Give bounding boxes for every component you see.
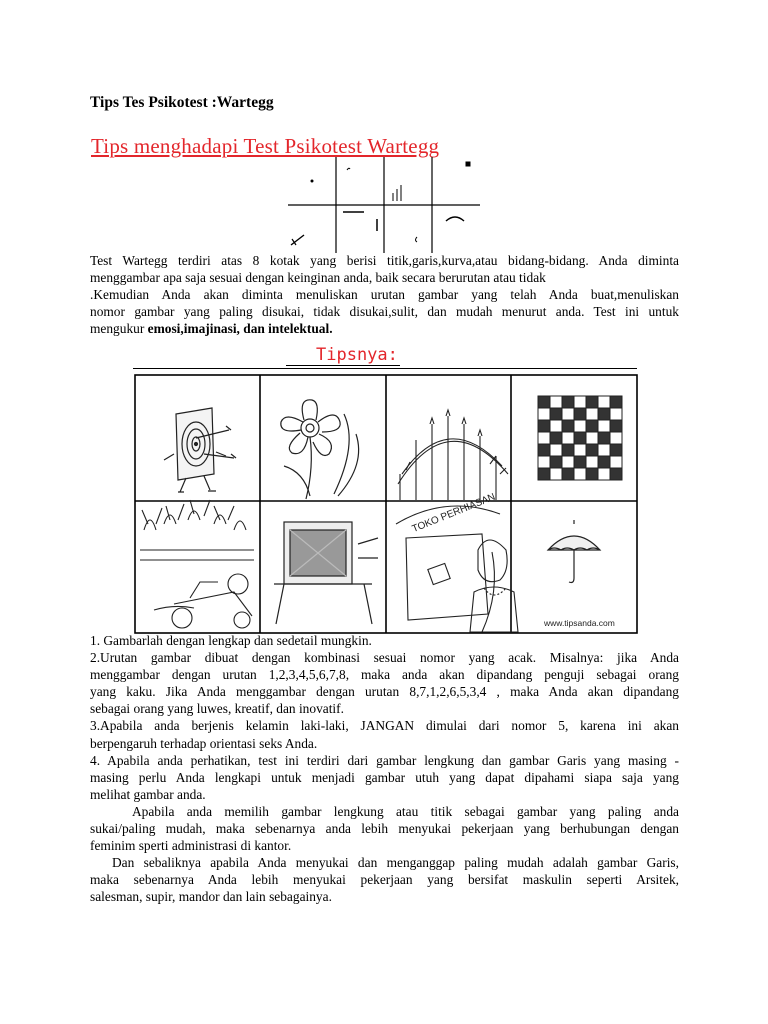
- intro-bold-text: emosi,imajinasi, dan intelektual.: [147, 321, 333, 337]
- intro-line: nomor gambar yang paling disukai, tidak disukai,sulit, dan mudah menurut anda. Test ini untuk: [90, 304, 679, 320]
- tip-line: 2.Urutan gambar dibuat dengan kombinasi sesuai nomor yang acak. Misalnya: jika Anda: [90, 650, 679, 666]
- tip-line: masing perlu Anda lengkapi untuk menjadi gambar utuh yang dapat dipahami siapa saja yang: [90, 769, 679, 785]
- tip-line: yang kaku. Jika Anda menggambar dengan urutan 8,7,1,2,6,5,3,4 , maka Anda akan dipandang: [90, 684, 679, 700]
- horizontal-rule: [133, 368, 637, 369]
- tip-line: Dan sebaliknya apabila Anda menyukai dan menganggap paling mudah adalah gambar Garis,: [112, 855, 679, 871]
- tip-line: maka sebenarnya Anda lebih menyukai pekerjaan yang bersifat maskulin seperti Arsitek,: [90, 872, 679, 888]
- tip-line: sukai/paling mudah, maka sebenarnya anda lebih menyukai pekerjaan yang berhubungan dengan: [90, 821, 679, 837]
- tips-list: [90, 632, 679, 906]
- intro-line: Test Wartegg terdiri atas 8 kotak yang berisi titik,garis,kurva,atau bidang-bidang. Anda diminta: [90, 253, 679, 268]
- section-heading: Tips menghadapi Test Psikotest Wartegg: [91, 134, 440, 158]
- wartegg-blank-grid: [288, 157, 480, 253]
- tip-line: salesman, supir, mandor dan lain sebagainya.: [90, 889, 332, 905]
- tip-line: menggambar dengan urutan 1,2,3,4,5,6,7,8, maka anda akan dipandang penguji sebagai orang: [90, 667, 679, 683]
- intro-line: menggambar apa saja sesuai dengan keinginan anda, baik secara berurutan atau tidak: [90, 270, 546, 286]
- wartegg-example-drawings: [134, 374, 638, 634]
- checkerboard-drawing: [538, 396, 622, 480]
- tips-label: Tipsnya:: [286, 345, 400, 366]
- tip-line: melihat gambar anda.: [90, 786, 206, 802]
- intro-line: [90, 320, 679, 337]
- document-title: Tips Tes Psikotest :Wartegg: [90, 94, 274, 111]
- tip-line: Apabila anda memilih gambar lengkung atau titik sebagai gambar yang paling anda: [132, 803, 679, 819]
- tip-line: berpengaruh terhadap orientasi seks Anda.: [90, 735, 318, 751]
- wartegg-stimulus-marks: [291, 162, 470, 245]
- watermark-text: www.tipsanda.com: [544, 618, 615, 628]
- intro-paragraph: [90, 252, 679, 337]
- shop-sign-text: TOKO PERHIASAN: [410, 491, 497, 536]
- intro-line: .Kemudian Anda akan diminta menuliskan urutan gambar yang telah Anda buat,menuliskan: [90, 287, 679, 303]
- tip-line: 4. Apabila anda perhatikan, test ini terdiri dari gambar lengkung dan gambar Garis yang masing -: [90, 752, 679, 768]
- tip-line: 3.Apabila anda berjenis kelamin laki-laki, JANGAN dimulai dari nomor 5, karena ini akan: [90, 718, 679, 734]
- tip-line: 1. Gambarlah dengan lengkap dan sedetail mungkin.: [90, 633, 372, 648]
- intro-prefix: mengukur: [90, 321, 148, 337]
- tip-line: feminim sperti administrasi di kantor.: [90, 838, 292, 854]
- tip-line: sebagai orang yang luwes, kreatif, dan inovatif.: [90, 701, 344, 717]
